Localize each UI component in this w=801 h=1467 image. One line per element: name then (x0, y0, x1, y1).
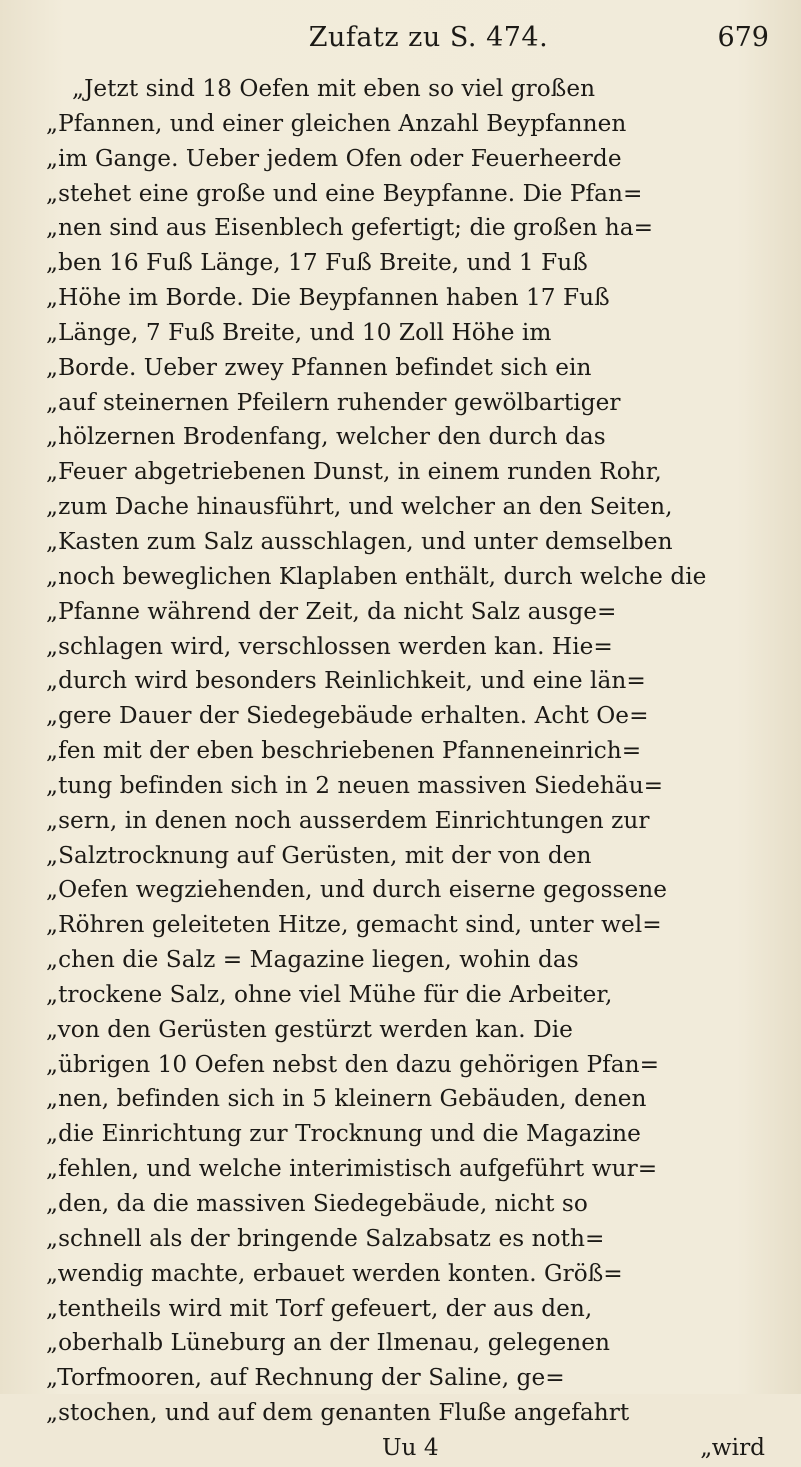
text-line: „Länge, 7 Fuß Breite, und 10 Zoll Höhe im (46, 318, 552, 346)
text-line: „trockene Salz, ohne viel Mühe für die Arbeiter, (46, 980, 613, 1008)
text-line: „sern, in denen noch ausserdem Einrichtungen zur (46, 806, 650, 834)
text-line: „nen sind aus Eisenblech gefertigt; die großen ha= (46, 214, 654, 242)
text-line: „schnell als der bringende Salzabsatz es noth= (46, 1224, 605, 1252)
running-head: Zufatz zu S. 474. (308, 22, 549, 53)
text-line: „die Einrichtung zur Trocknung und die Magazine (46, 1120, 641, 1148)
text-line: „stehet eine große und eine Beypfanne. Die Pfan= (46, 179, 643, 207)
text-line: „im Gange. Ueber jedem Ofen oder Feuerheerde (46, 144, 622, 172)
text-line: „zum Dache hinausführt, und welcher an den Seiten, (46, 493, 673, 521)
text-line: „chen die Salz = Magazine liegen, wohin das (46, 946, 579, 974)
text-line: „tung befinden sich in 2 neuen massiven Siedehäu= (46, 771, 664, 799)
body-text (46, 72, 771, 1431)
text-line: „hölzernen Brodenfang, welcher den durch das (46, 423, 606, 451)
text-line: „tentheils wird mit Torf gefeuert, der aus den, (46, 1294, 593, 1322)
text-line: „wendig machte, erbauet werden konten. Größ= (46, 1259, 623, 1287)
text-line: „gere Dauer der Siedegebäude erhalten. Acht Oe= (46, 702, 649, 730)
text-line: „fen mit der eben beschriebenen Pfanneneinrich= (46, 737, 642, 765)
text-line: „ben 16 Fuß Länge, 17 Fuß Breite, und 1 Fuß (46, 249, 588, 277)
text-line: „Pfannen, und einer gleichen Anzahl Beypfannen (46, 109, 627, 137)
text-line: „von den Gerüsten gestürzt werden kan. Die (46, 1015, 573, 1043)
text-line: „Torfmooren, auf Rechnung der Saline, ge= (46, 1364, 565, 1392)
text-line: „auf steinernen Pfeilern ruhender gewölbartiger (46, 388, 621, 416)
text-line: „den, da die massiven Siedegebäude, nicht so (46, 1190, 588, 1217)
text-line: „schlagen wird, verschlossen werden kan. Hie= (46, 632, 613, 660)
catchword: „wird (700, 1433, 765, 1461)
text-line: „noch beweglichen Klaplaben enthält, durch welche die (46, 562, 707, 590)
text-line: „Kasten zum Salz ausschlagen, und unter demselben (46, 527, 673, 555)
text-line: „oberhalb Lüneburg an der Ilmenau, gelegenen (46, 1329, 610, 1357)
text-line: „Borde. Ueber zwey Pfannen befindet sich ein (46, 353, 592, 381)
text-line: „Salztrocknung auf Gerüsten, mit der von den (46, 841, 592, 869)
text-line: „fehlen, und welche interimistisch aufgeführt wur= (46, 1155, 658, 1183)
text-line: „Jetzt sind 18 Oefen mit eben so viel großen (72, 75, 596, 102)
page-footer (46, 1431, 771, 1467)
text-line: „übrigen 10 Oefen nebst den dazu gehörigen Pfan= (46, 1050, 660, 1078)
text-line: „Röhren geleiteten Hitze, gemacht sind, unter wel= (46, 911, 662, 939)
signature-mark: Uu 4 (382, 1433, 439, 1461)
text-line: „Oefen wegziehenden, und durch eiserne gegossene (46, 876, 668, 904)
page-header (46, 20, 771, 64)
text-line: „durch wird besonders Reinlichkeit, und eine län= (46, 667, 646, 695)
text-line: „stochen, und auf dem genanten Fluße angefahrt (46, 1399, 630, 1427)
text-line: „nen, befinden sich in 5 kleinern Gebäuden, denen (46, 1085, 647, 1113)
page-number: 679 (717, 22, 769, 53)
text-line: „Feuer abgetriebenen Dunst, in einem runden Rohr, (46, 458, 662, 486)
text-line: „Pfanne während der Zeit, da nicht Salz ausge= (46, 597, 617, 625)
text-line: „Höhe im Borde. Die Beypfannen haben 17 Fuß (46, 284, 610, 312)
